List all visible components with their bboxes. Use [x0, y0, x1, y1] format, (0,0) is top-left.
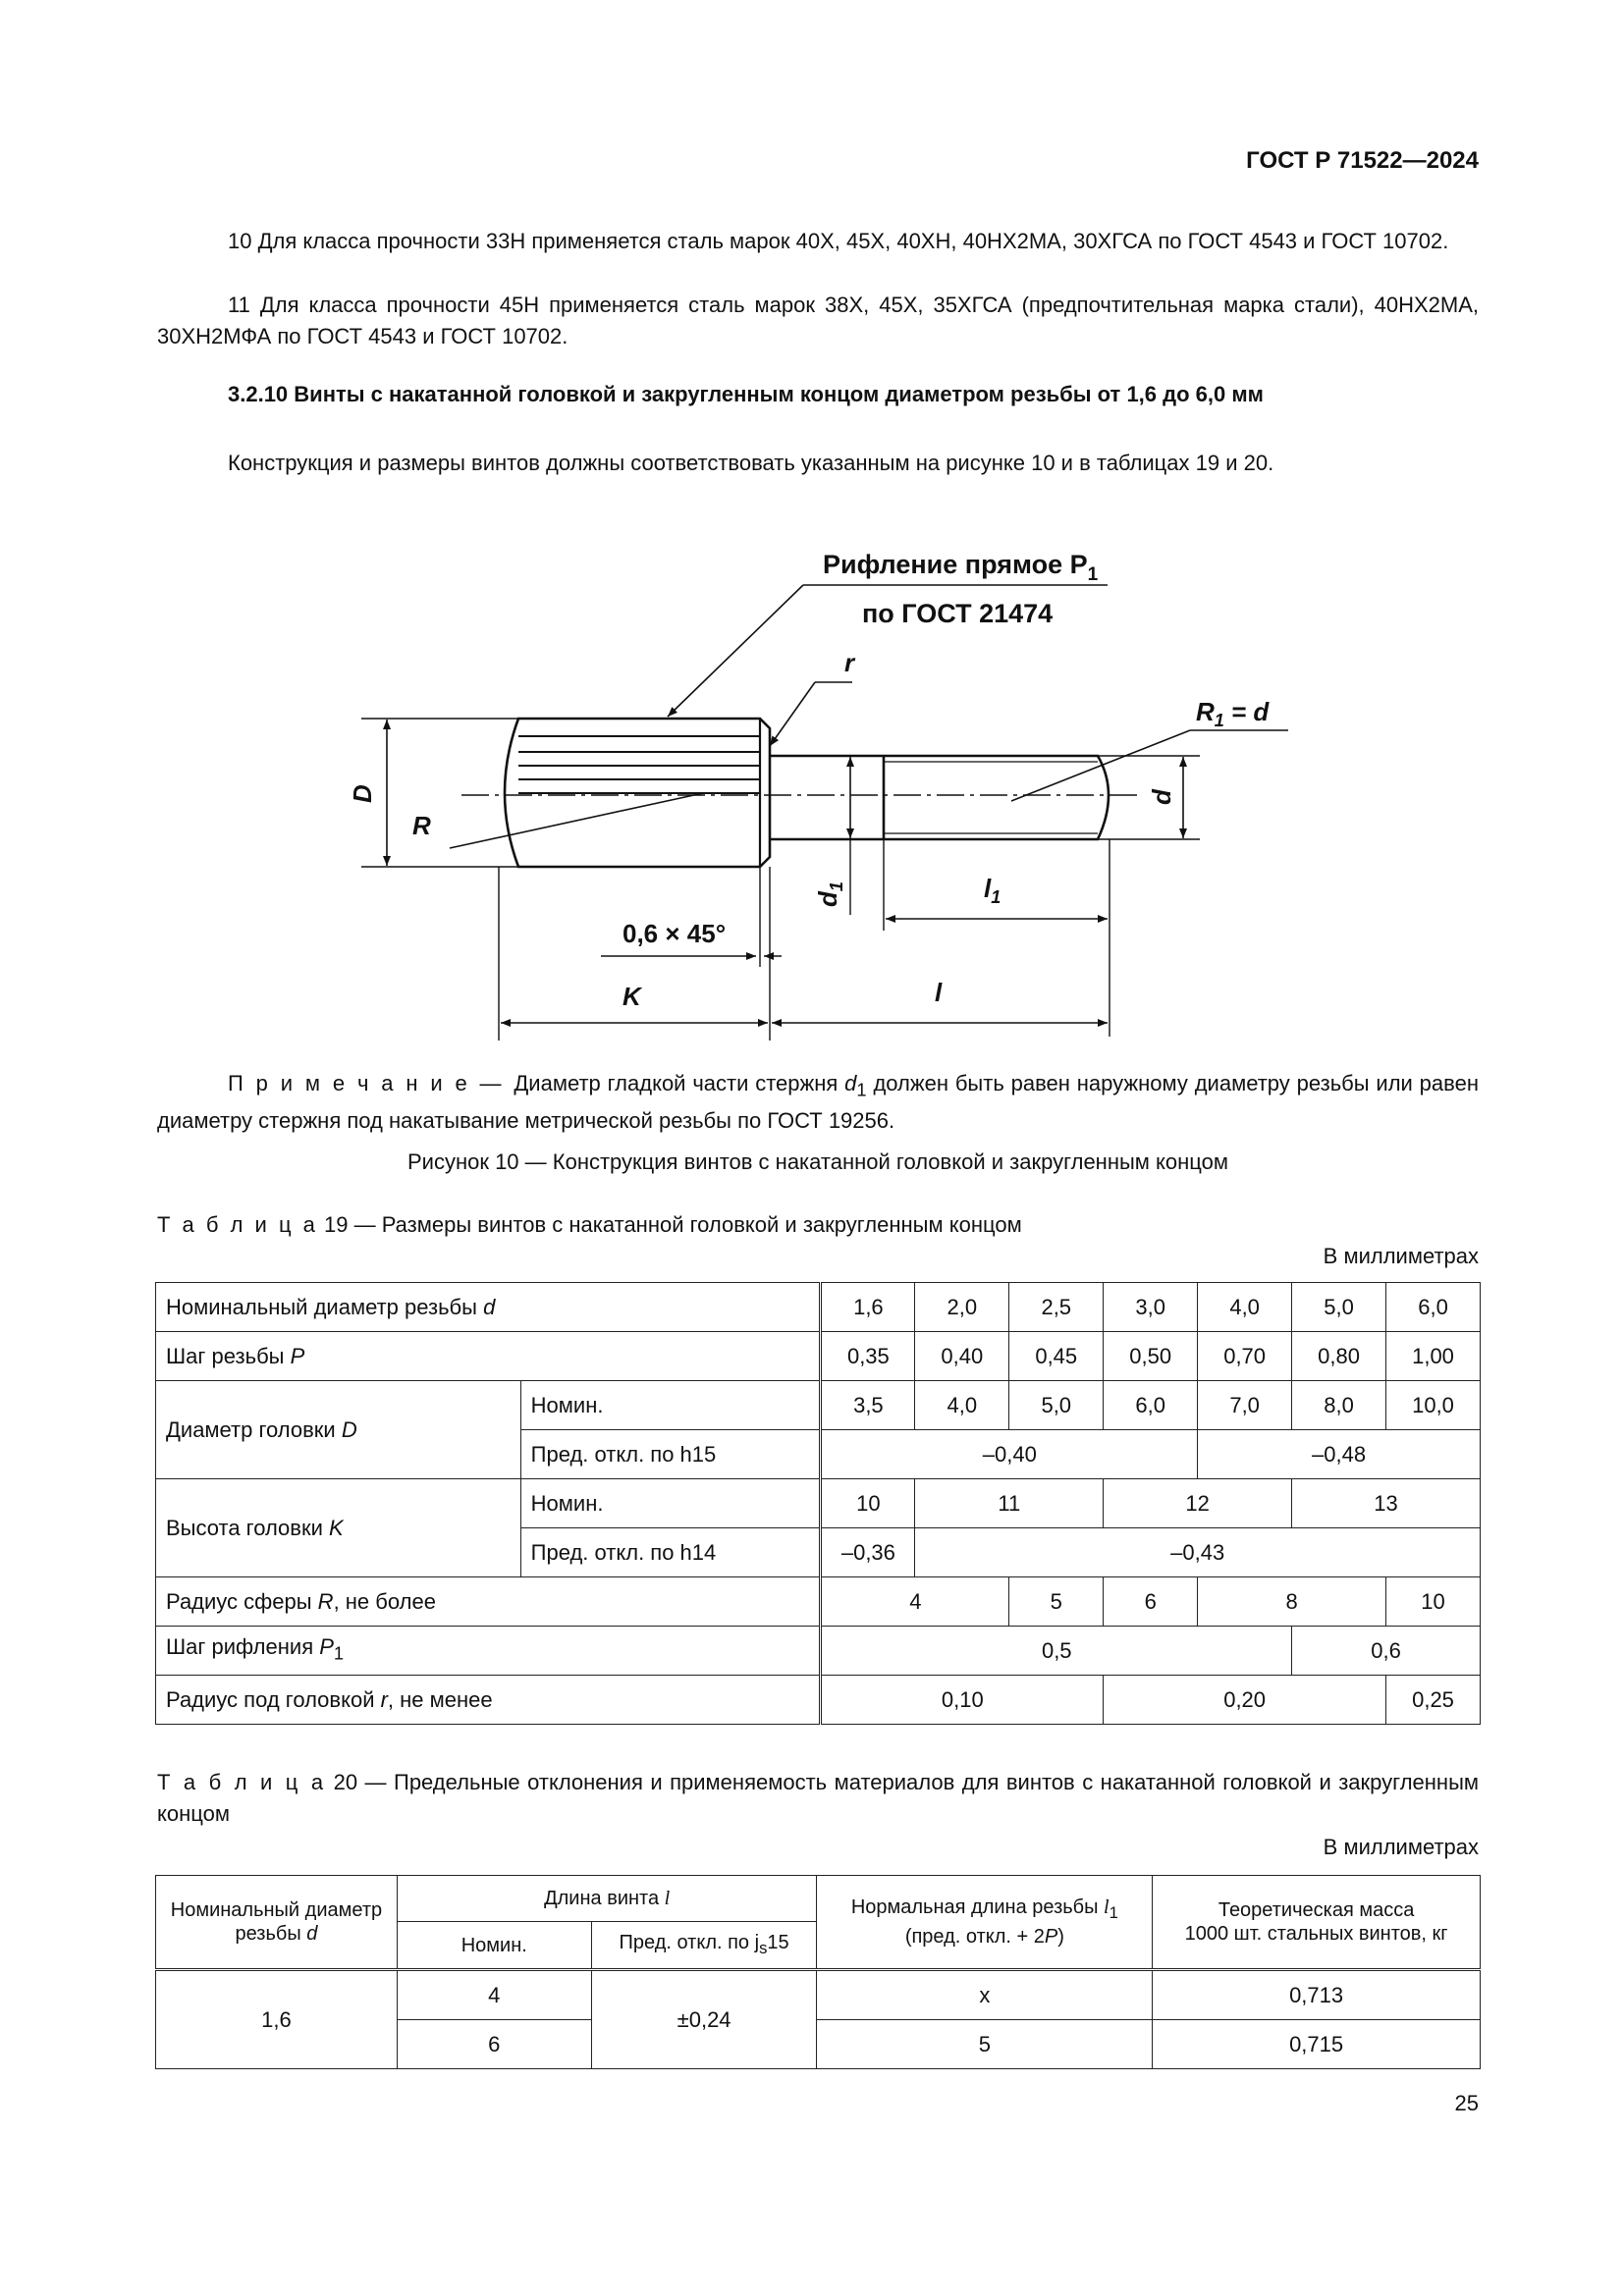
page-number: 25	[1454, 2091, 1479, 2115]
row-label-K: Высота головки K	[156, 1479, 521, 1577]
table-row	[156, 1479, 1481, 1528]
header-length: Длина винта l	[397, 1876, 817, 1922]
header-mass: Теоретическая масса 1000 шт. стальных винтов, кг	[1153, 1876, 1481, 1970]
table-row	[156, 1283, 1481, 1332]
cell: 3,5	[821, 1381, 915, 1430]
cell: 3,0	[1104, 1283, 1198, 1332]
label-r: r	[844, 648, 855, 677]
cell: 5	[1009, 1577, 1104, 1627]
table20-title: Т а б л и ц а 20 — Предельные отклонения и применяемость материалов для винтов с накатанной головкой и закругленным концом	[157, 1770, 1480, 1826]
subrow-label: Номин.	[520, 1381, 821, 1430]
cell: 1,6	[156, 1970, 398, 2069]
label-R: R	[412, 811, 431, 840]
figure-note: П р и м е ч а н и е — Диаметр гладкой части стержня $d_1$ должен быть равен наружному диаметру резьбы или равен диаметру стержня под накатывание метрической резьбы по ГОСТ 19256.	[157, 1071, 1479, 1134]
section-text: Конструкция и размеры винтов должны соответствовать указанным на рисунке 10 и в таблицах 19 и 20.	[228, 451, 1274, 475]
row-label-P1: Шаг рифления $P_1$	[156, 1627, 821, 1676]
cell: 6	[397, 2020, 591, 2069]
cell: 0,20	[1104, 1676, 1386, 1725]
cell: 5	[817, 2020, 1153, 2069]
cell: 4	[821, 1577, 1009, 1627]
knurl-lines	[518, 736, 760, 793]
label-R1: $R_1 = d$	[1196, 697, 1270, 730]
subrow-label: Пред. откл. по h15	[520, 1430, 821, 1479]
cell: –0,36	[821, 1528, 915, 1577]
header-nominal-diameter: Номинальный диаметр резьбы d	[156, 1876, 398, 1970]
cell: 6,0	[1386, 1283, 1481, 1332]
row-label-P: Шаг резьбы P	[156, 1332, 821, 1381]
cell: 1,00	[1386, 1332, 1481, 1381]
document-id: ГОСТ Р 71522—2024	[1246, 147, 1479, 174]
table-row	[156, 1381, 1481, 1430]
label-l1: $l_1$	[984, 874, 1001, 907]
cell: 10,0	[1386, 1381, 1481, 1430]
label-d: d	[1147, 789, 1176, 805]
row-label-r: Радиус под головкой r, не менее	[156, 1676, 821, 1725]
header-nomin: Номин.	[397, 1922, 591, 1970]
table-19	[155, 1282, 1481, 1725]
cell: 4,0	[1198, 1283, 1292, 1332]
subrow-label: Пред. откл. по h14	[520, 1528, 821, 1577]
cell: 13	[1292, 1479, 1481, 1528]
note-11: 11 Для класса прочности 45Н применяется сталь марок 38Х, 45Х, 35ХГСА (предпочтительная марка стали), 40НХ2МА, 30ХН2МФА по ГОСТ 4543 и ГОСТ 10702.	[157, 293, 1479, 348]
table20-units: В миллиметрах	[1323, 1835, 1479, 1859]
note-10: 10 Для класса прочности 33Н применяется сталь марок 40Х, 45Х, 40ХН, 40НХ2МА, 30ХГСА по ГОСТ 4543 и ГОСТ 10702.	[228, 229, 1449, 253]
cell: 0,35	[821, 1332, 915, 1381]
table-row	[156, 1676, 1481, 1725]
table19-title: Т а б л и ц а 19 — Размеры винтов с накатанной головкой и закругленным концом	[157, 1212, 1022, 1237]
cell: 11	[915, 1479, 1104, 1528]
figure-10-drawing	[0, 530, 1624, 1060]
cell: ±0,24	[591, 1970, 817, 2069]
cell: –0,48	[1198, 1430, 1481, 1479]
table-row	[156, 1627, 1481, 1676]
knurl-label-line1: Рифление прямое $P_1$	[823, 550, 1099, 585]
table19-units: В миллиметрах	[1323, 1244, 1479, 1268]
knurl-label-line2: по ГОСТ 21474	[862, 599, 1054, 628]
cell: 0,40	[915, 1332, 1009, 1381]
cell: 7,0	[1198, 1381, 1292, 1430]
label-D: D	[348, 784, 377, 803]
subrow-label: Номин.	[520, 1479, 821, 1528]
row-label-D: Диаметр головки D	[156, 1381, 521, 1479]
label-d1: $d_1$	[813, 881, 846, 907]
table-header-row	[156, 1876, 1481, 1922]
cell: 0,70	[1198, 1332, 1292, 1381]
screw-shank-outline	[770, 756, 1109, 839]
cell: 4	[397, 1970, 591, 2020]
table-20	[155, 1875, 1481, 2069]
table-row	[156, 1970, 1481, 2020]
cell: x	[817, 1970, 1153, 2020]
cell: 1,6	[821, 1283, 915, 1332]
section-heading: 3.2.10 Винты с накатанной головкой и закругленным концом диаметром резьбы от 1,6 до 6,0 мм	[228, 382, 1264, 406]
cell: 6	[1104, 1577, 1198, 1627]
cell: –0,43	[915, 1528, 1481, 1577]
header-tolerance: Пред. откл. по $j_s15$	[591, 1922, 817, 1970]
cell: 2,5	[1009, 1283, 1104, 1332]
cell: 0,50	[1104, 1332, 1198, 1381]
cell: 10	[1386, 1577, 1481, 1627]
row-label-d: Номинальный диаметр резьбы d	[156, 1283, 821, 1332]
cell: 8,0	[1292, 1381, 1386, 1430]
cell: –0,40	[821, 1430, 1198, 1479]
cell: 0,713	[1153, 1970, 1481, 2020]
cell: 0,5	[821, 1627, 1292, 1676]
cell: 10	[821, 1479, 915, 1528]
figure-caption: Рисунок 10 — Конструкция винтов с накатанной головкой и закругленным концом	[406, 1149, 1228, 1174]
cell: 0,45	[1009, 1332, 1104, 1381]
cell: 5,0	[1292, 1283, 1386, 1332]
cell: 2,0	[915, 1283, 1009, 1332]
table-row	[156, 1332, 1481, 1381]
table-row	[156, 1577, 1481, 1627]
cell: 6,0	[1104, 1381, 1198, 1430]
cell: 8	[1198, 1577, 1386, 1627]
label-chamfer: 0,6 × 45°	[623, 919, 727, 948]
cell: 0,25	[1386, 1676, 1481, 1725]
cell: 0,80	[1292, 1332, 1386, 1381]
label-l: l	[935, 978, 943, 1007]
cell: 12	[1104, 1479, 1292, 1528]
cell: 5,0	[1009, 1381, 1104, 1430]
cell: 4,0	[915, 1381, 1009, 1430]
cell: 0,6	[1292, 1627, 1481, 1676]
cell: 0,715	[1153, 2020, 1481, 2069]
label-K: K	[623, 982, 641, 1011]
row-label-R: Радиус сферы R, не более	[156, 1577, 821, 1627]
header-thread-length: Нормальная длина резьбы $l_1$ (пред. откл. + 2P)	[817, 1876, 1153, 1970]
cell: 0,10	[821, 1676, 1104, 1725]
